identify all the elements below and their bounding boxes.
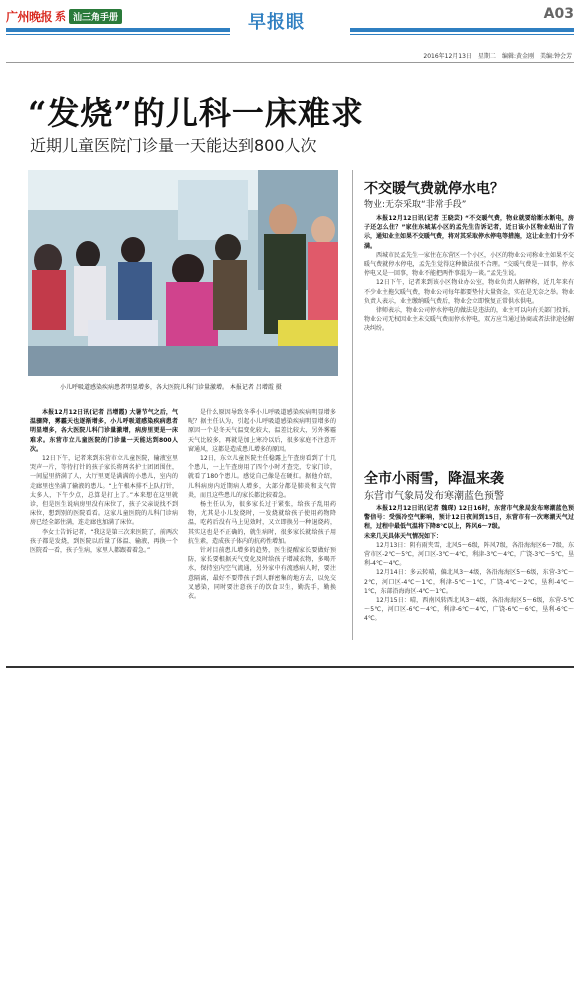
forecast-item: 12月13日：阴有雨夹雪，北风5～6级，阵风7级，各沿海海区6～7级，东营市区-2℃～5℃，河口区-3℃～4℃，利津-3℃～4℃，广饶-3℃～5℃，垦利-4℃～4℃。 [364, 541, 574, 568]
side-story-2-body [364, 504, 574, 624]
article-paragraph: 针对目前患儿增多的趋势，医生提醒家长要做好预防，家长要根据天气变化及时给孩子增减衣物，多喝开水，保持室内空气流通，另外家中有流感病人时，要注意隔离，最好不要带孩子到人群密集的地方去，以免交叉感染，同时要注意孩子的饮食卫生，勤洗手，勤换衣。 [188, 547, 336, 601]
news-photo [28, 170, 338, 376]
header-bar-left [6, 28, 230, 32]
main-story-column-2 [188, 408, 336, 601]
hospital-scene-image [28, 170, 338, 376]
section-title: 早报眼 [248, 12, 305, 33]
brand [6, 8, 122, 24]
forecast-item: 12月15日：晴，西南风转西北风3～4级，各沿海海区5～6级，东营-5℃～5℃，河口区-6℃～4℃，利津-6℃～4℃，广饶-6℃～6℃，垦利-6℃～4℃。 [364, 597, 574, 623]
photo-caption: 小儿呼吸道感染疾病患者明显增多，各大医院儿科门诊量激增。 本报记者 吕增霞 摄 [60, 384, 282, 391]
page-number: A03 [543, 6, 574, 22]
masthead [0, 0, 580, 40]
header-bar-right [350, 28, 574, 32]
forecast-heading: 未来几天具体天气情况如下： [364, 532, 443, 540]
article-paragraph: 本报12月12日讯(记者 吕增霞) 大暑节气之后，气温骤降，雾霾天也逐渐增多，小儿呼吸道感染疾病患者明显增多，各大医院儿科门诊量激增，病房里更是一床难求。东营市立儿童医院的门诊量一天能达到800人次。 [30, 409, 178, 453]
column-divider [352, 170, 353, 640]
brand-name: 广州晚报 [6, 9, 53, 24]
side-story-1-subtitle: 物业:无奈采取“非常手段” [364, 200, 467, 210]
article-paragraph: 杨主任认为，很多家长过于紧张，给孩子乱用药物，尤其是小儿发烧时，一发烧就给孩子使用药物降温，吃药后没有马上见效时，又立即换另一种退烧药，其实这也是不正确的，就生病时，很多家长就给孩子用抗生素，造成孩子体内的抗药性增加。 [188, 501, 336, 545]
weekday: 星期二 [477, 53, 496, 60]
brand-badge: 汕三角手册 [69, 9, 122, 24]
main-headline: “发烧”的儿科一床难求 [28, 94, 364, 132]
side-story-2-subtitle: 东营市气象局发布寒潮蓝色预警 [364, 491, 504, 502]
article-paragraph: 12日，东立儿童医院主任稳露上午查房看到了十几个患儿，一上午查房用了四个小时才查完，专家门诊，就看了180个患儿。感觉自己像是在硬扛。据他介绍，儿科病房内近期病人增多，大部分都是肺炎和支气管炎，而且这些患儿的家长都比较着急。 [188, 455, 336, 499]
editor: 编辑:黄金刚 [501, 53, 534, 60]
article-paragraph: 12日下午，记者来到该小区物业办公室，物业负责人解释称，近几年来有不少业主拖欠暖气费，物业公司每年都要垫付大量资金，实在是无奈之举。物业负责人表示，业主缴纳暖气费后，物业会立即恢复正常供水供电。 [364, 279, 575, 305]
article-paragraph: 西城市民孟先生一家住在东营区一个小区，小区的物业公司称业主如果不交暖气费就停水停电，孟先生觉得这种做法很不合理。“交暖气费是一回事，停水停电又是一回事，物业不能把两件事混为一谈。”孟先生说。 [364, 251, 575, 278]
bottom-rule [6, 666, 574, 668]
forecast-item: 12月14日：多云转晴，偏北风3～4级，各沿海海区5～6级，东营-3℃～2℃，河口区-4℃～1℃，利津-5℃～1℃，广饶-4℃～2℃，垦利-4℃～1℃，东部沿海海区-4℃～1℃。 [364, 569, 574, 595]
article-paragraph: 12日下午，记者来到东营市立儿童医院，输液室里哭声一片，等待打针的孩子家长将两名护士团团围住，一间屋里挤满了人，大厅里更是满满的小患儿，室内的走廊里也坐满了输液的患儿。“上午根本排不上队打针，太多人，下午少点，总算是打上了。”本来想在这里就诊，但是医生说病房里没有床位了，孩子父亲说找不到床位，想到别的医院看看。这家儿童医院的儿科门诊病房已经全部住满，连走廊也加满了床位。 [30, 455, 178, 527]
main-subheadline: 近期儿童医院门诊量一天能达到800人次 [30, 136, 317, 155]
designer: 美编:钟会芳 [539, 53, 572, 60]
header-thin-right [350, 34, 574, 35]
date: 2016年12月13日 [423, 53, 472, 60]
article-paragraph: 李女士告诉记者，“我这是第三次来医院了，前两次孩子都是发烧，到医院以后量了体温、输液，再换一个医院看一看，孩子生病，家里人都跟着着急。” [30, 528, 178, 555]
main-story-column-1 [30, 408, 178, 555]
article-paragraph: 本报12月12日讯(记者 魏琛) 12日16时，东营市气象局发布寒潮蓝色预警信号：受强冷空气影响，预计12日夜间到15日，东营市有一次寒潮天气过程，过程中最低气温将下降8℃以上，阵风6～7级。 [364, 505, 574, 531]
header-thin-left [6, 34, 230, 35]
dateline [423, 51, 572, 60]
side-story-1-title: 不交暖气费就停水电？ [364, 181, 504, 197]
article-paragraph: 是什么原因导致冬季小儿呼吸道感染疾病明显增多呢？据主任认为，引起小儿呼吸道感染疾病明显增多的原因一个是冬天气温变化较大，温差比较大，另外雾霾天气比较多，再就是加上寒冷以后，很多家庭不注意开窗通风，这都是造成患儿增多的原因。 [188, 409, 336, 453]
side-story-1-body [364, 214, 574, 334]
brand-series: 系 [55, 10, 67, 23]
article-paragraph: 本报12月12日讯(记者 王晓芸) “不交暖气费，物业就要给断水断电，房子还怎么住？”家住东城某小区的孟先生告诉记者，近日该小区物业贴出了告示，通知业主如果不交暖气费，将对其采取停水停电等措施，这让业主们十分不满。 [364, 215, 575, 250]
side-story-2-title: 全市小雨雪，降温来袭 [364, 471, 504, 487]
top-rule [6, 62, 574, 63]
article-paragraph: 律师表示，物业公司停水停电的做法是违法的，业主可以向有关部门投诉。物业公司无权因业主未交暖气费而停水停电，双方应当通过协商或者法律途径解决纠纷。 [364, 307, 575, 333]
